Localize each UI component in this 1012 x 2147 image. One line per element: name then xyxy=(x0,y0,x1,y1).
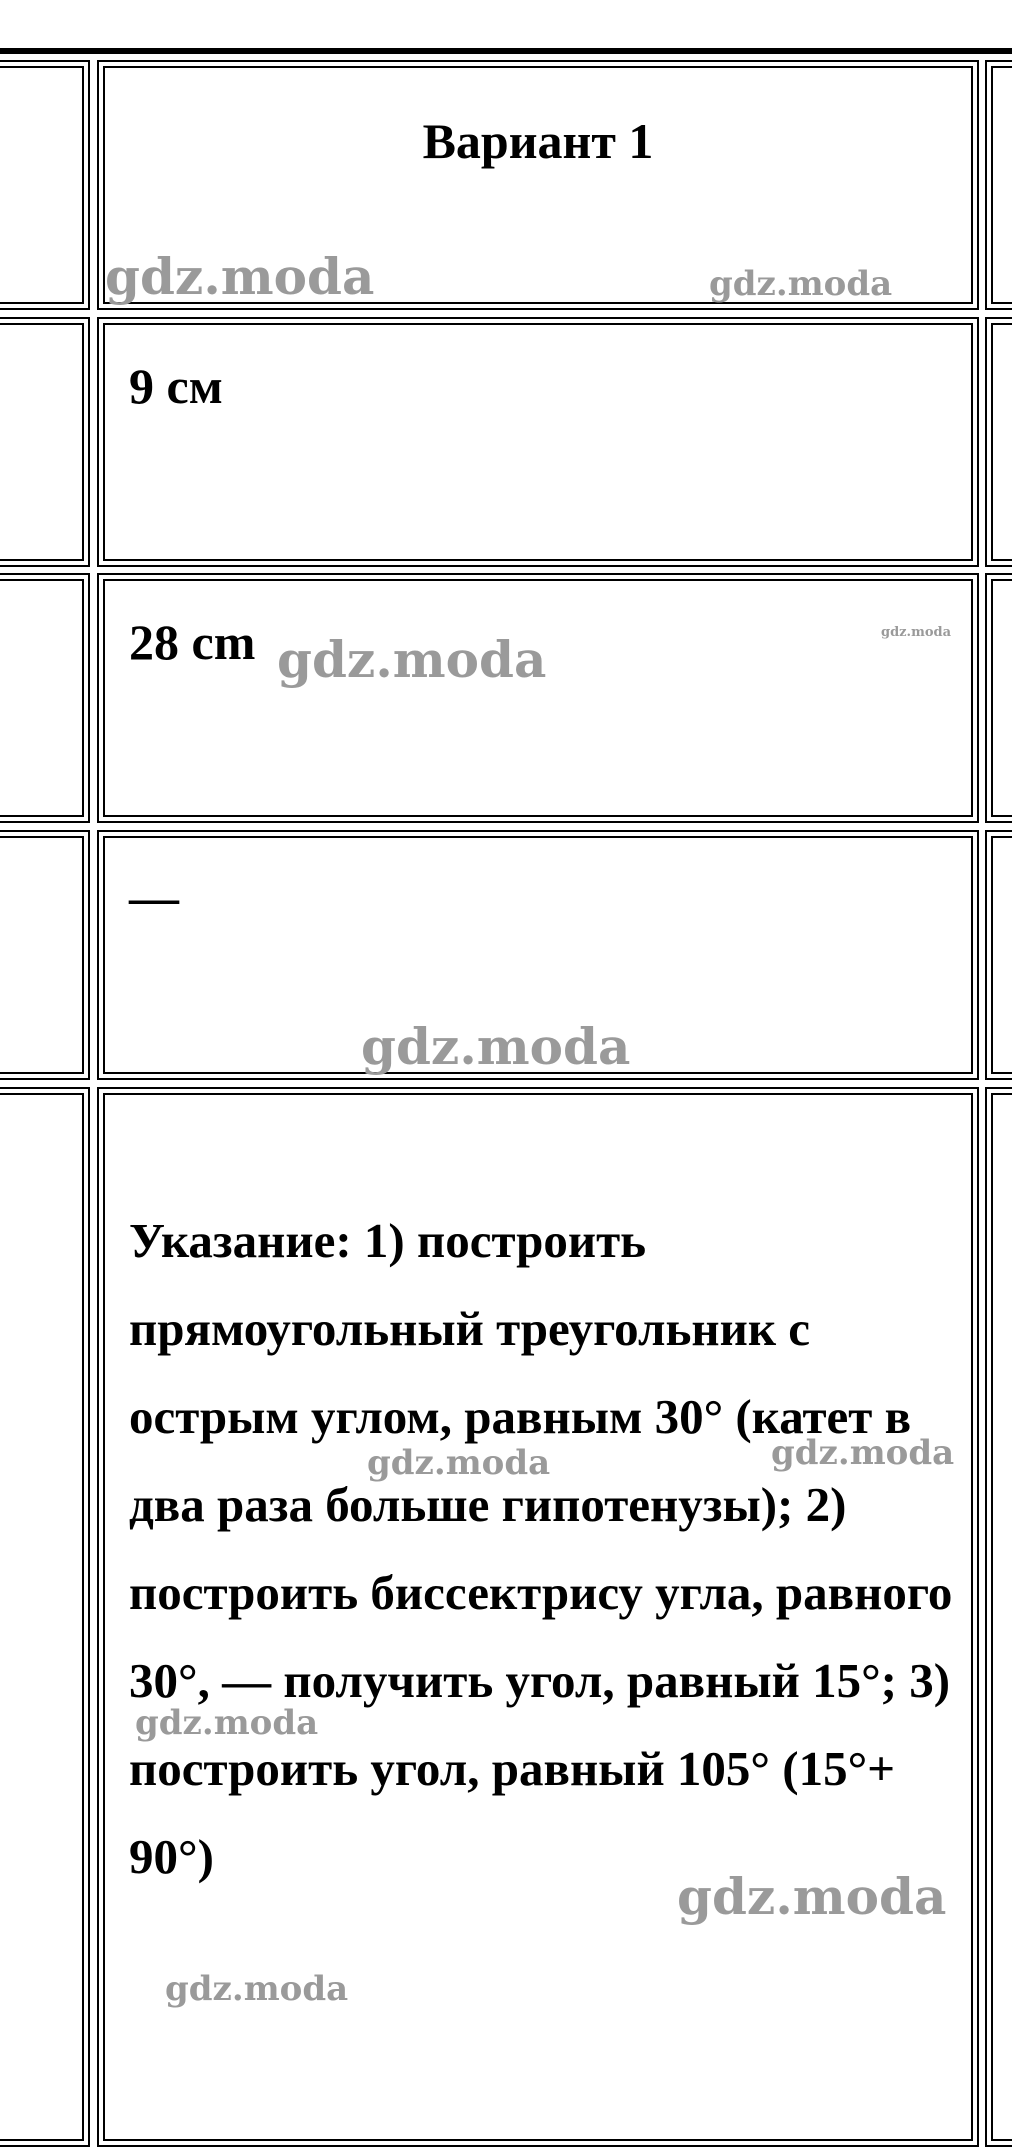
watermark: gdz.moda xyxy=(881,625,952,640)
table-cell-right xyxy=(985,60,1012,310)
table-cell-left xyxy=(0,60,90,310)
table-cell-main xyxy=(97,317,979,567)
watermark: gdz.moda xyxy=(677,1867,947,1926)
table-cell-left xyxy=(0,830,90,1080)
table-cell-right xyxy=(985,317,1012,567)
table-row xyxy=(0,573,1012,823)
watermark: gdz.moda xyxy=(165,1969,349,2009)
table-cell-main xyxy=(97,830,979,1080)
table-cell-left xyxy=(0,1087,90,2147)
answer-value: 9 см xyxy=(129,358,223,414)
table-cell-right xyxy=(985,1087,1012,2147)
answer-value: — xyxy=(129,869,179,925)
watermark: gdz.moda xyxy=(709,264,893,304)
watermark: gdz.moda xyxy=(361,1017,631,1076)
watermark: gdz.moda xyxy=(105,247,375,306)
watermark: gdz.moda xyxy=(367,1443,551,1483)
table-cell-right xyxy=(985,573,1012,823)
table-row-heading xyxy=(0,60,1012,310)
table-row xyxy=(0,317,1012,567)
table-cell-right xyxy=(985,830,1012,1080)
table-cell-left xyxy=(0,317,90,567)
table-row xyxy=(0,830,1012,1080)
top-rule xyxy=(0,48,1012,54)
watermark: gdz.moda xyxy=(135,1703,319,1743)
answer-value: 28 cm xyxy=(129,614,256,670)
instruction-text: Указание: 1) построить прямоугольный треугольник с острым углом, равным 30° (катет в два раза больше гипотенузы); 2) построить биссектрису угла, равного 30°, — получить угол, равный 15°; 3) построить угол, равный 105° (15°+ 90°) xyxy=(129,1213,953,1884)
watermark: gdz.moda xyxy=(277,630,547,689)
table-cell-left xyxy=(0,573,90,823)
table-row xyxy=(0,1087,1012,2147)
variant-heading: Вариант 1 xyxy=(422,113,654,169)
table-cell-main xyxy=(97,573,979,823)
table-cell-main xyxy=(97,1087,979,2147)
table-cell-inner xyxy=(103,323,973,561)
table-cell-main xyxy=(97,60,979,310)
watermark: gdz.moda xyxy=(771,1433,955,1473)
